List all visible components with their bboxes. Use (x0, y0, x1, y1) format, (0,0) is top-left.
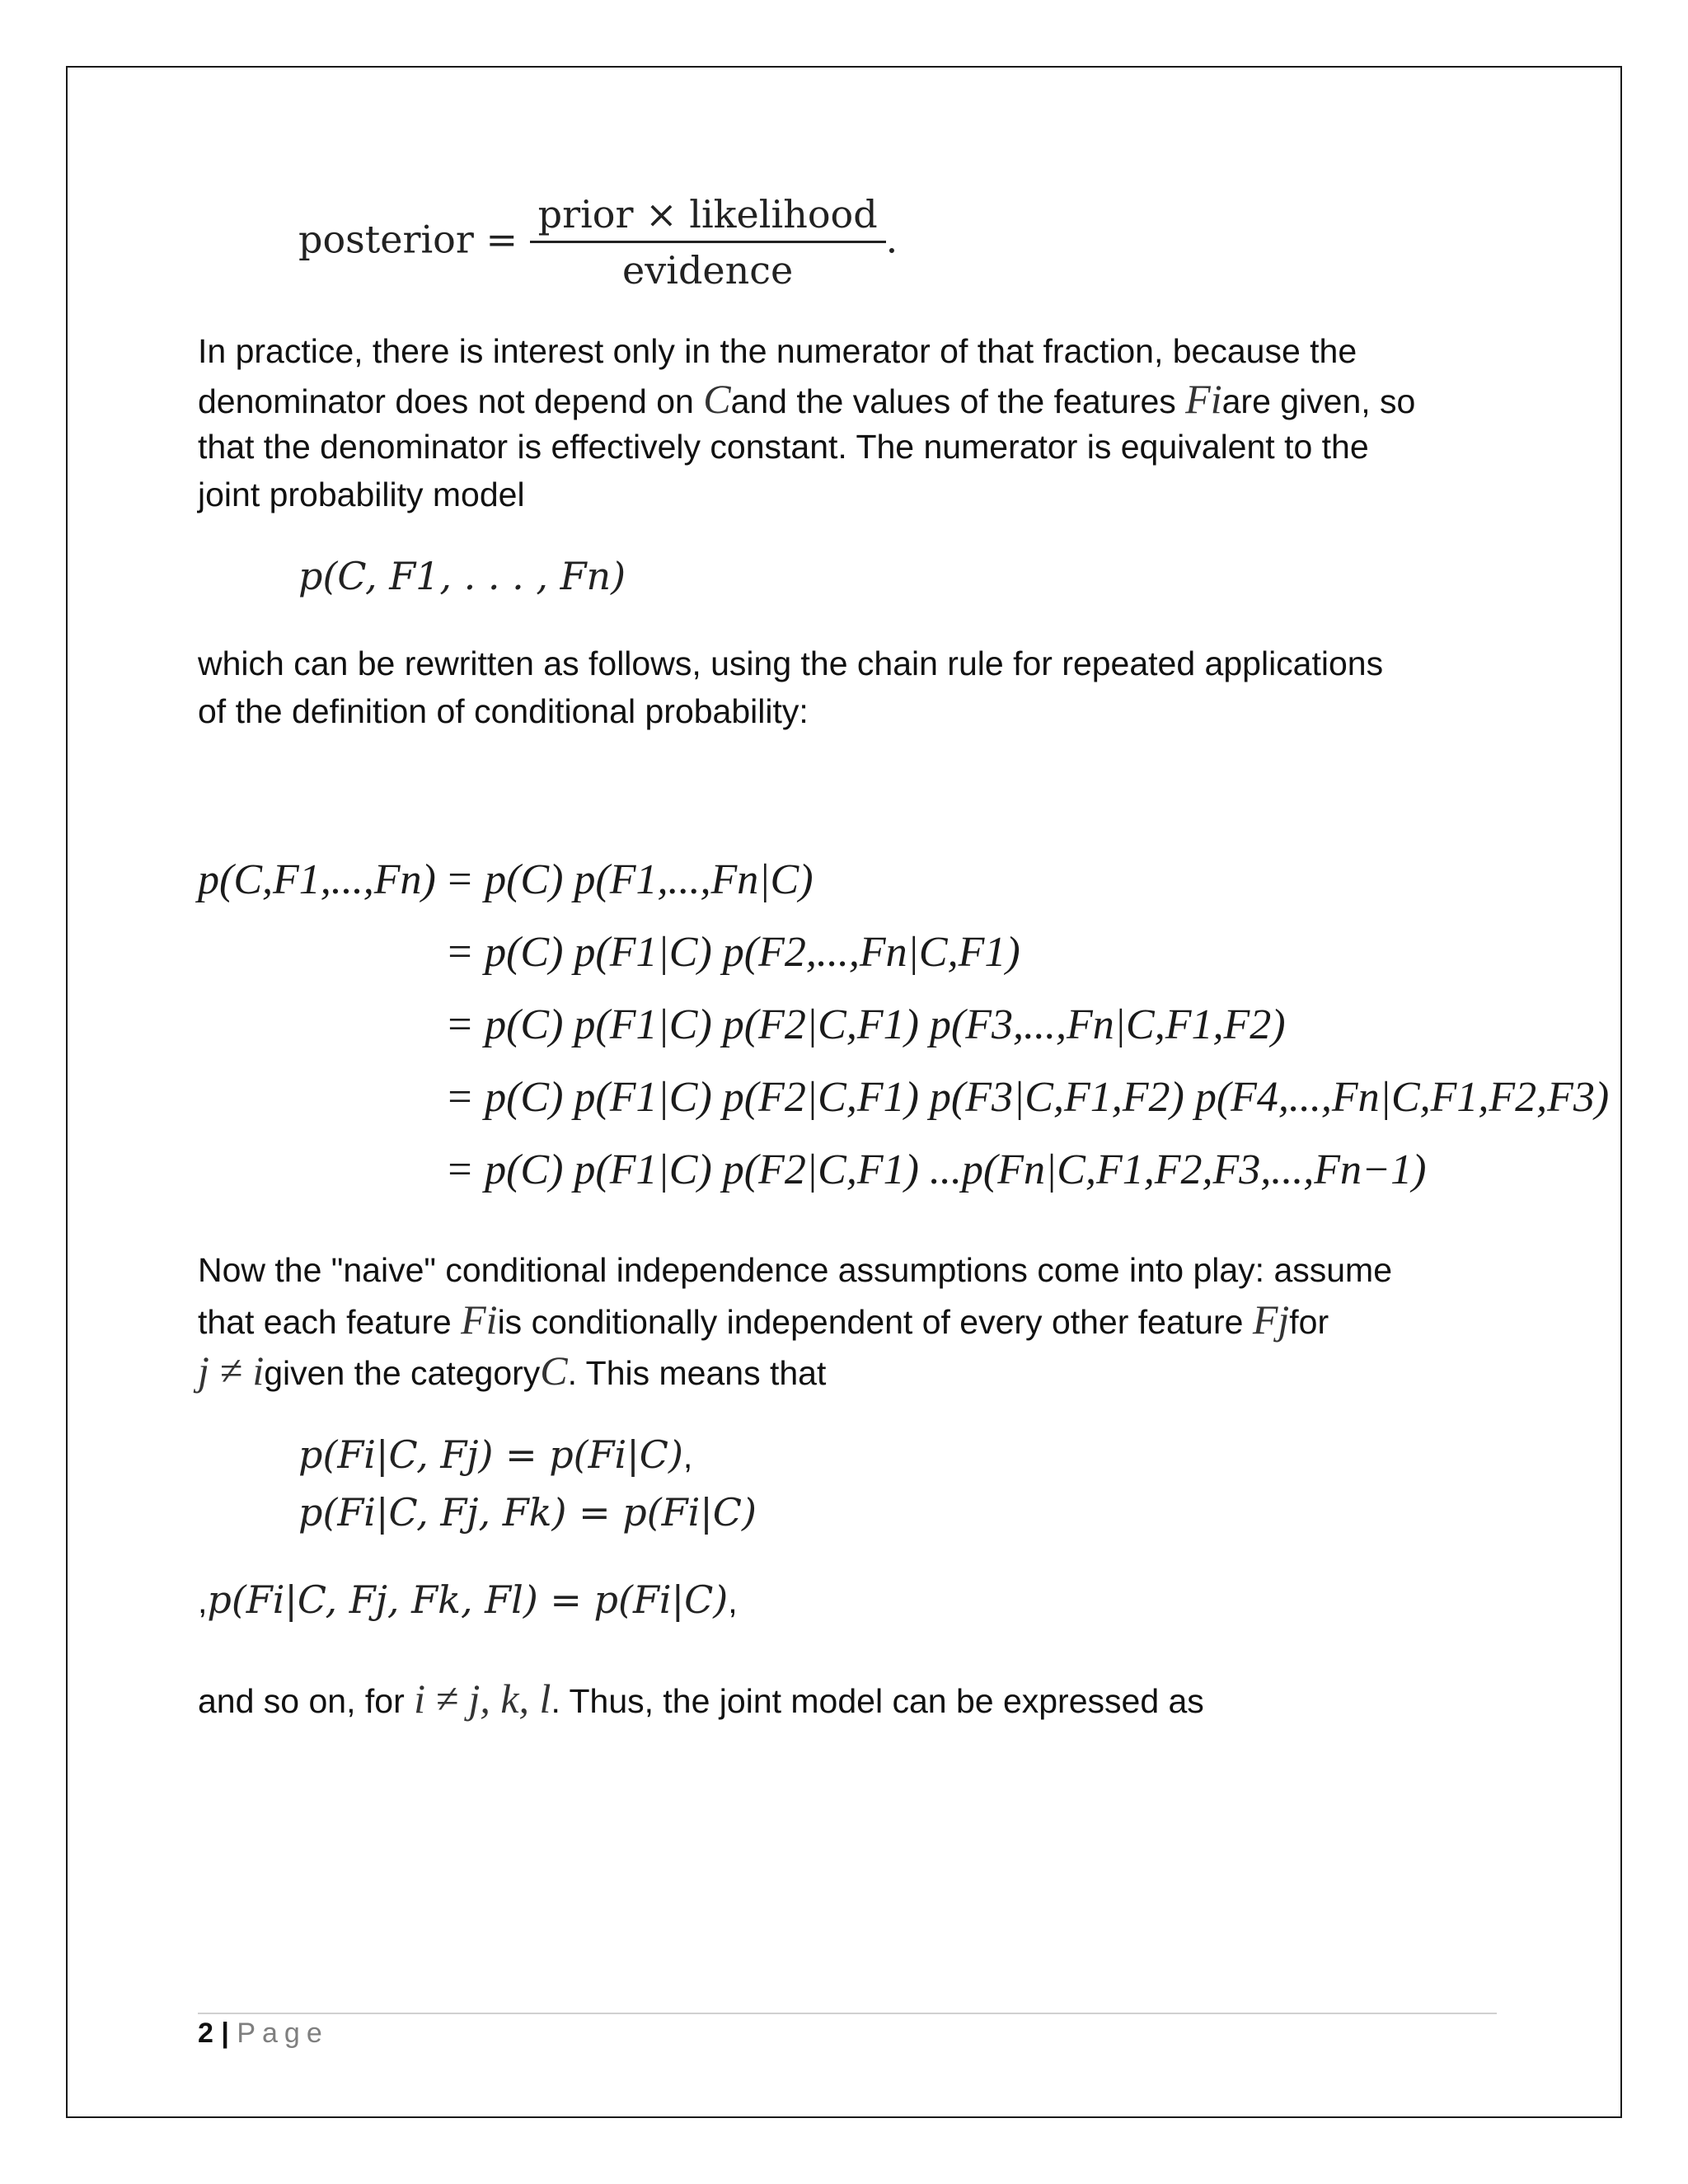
math-i-neq-jkl: i ≠ j, k, l (414, 1675, 551, 1722)
paragraph-1-line-3: that the denominator is effectively constant. The numerator is equivalent to the (198, 428, 1369, 466)
paragraph-2-line-2: of the definition of conditional probability: (198, 692, 809, 730)
text-span: is conditionally independent of every other feature (497, 1303, 1253, 1341)
bayes-lhs: posterior = (298, 217, 518, 262)
math-j-neq-i: j ≠ i (198, 1347, 265, 1394)
page-number: 2 (198, 2018, 213, 2049)
comma: , (682, 1437, 693, 1475)
footer-separator: | (221, 2018, 229, 2049)
page-label: Page (237, 2018, 329, 2049)
chain-line-2: = p(C) p(F1|C) p(F2,...,Fn|C,F1) (445, 929, 1020, 976)
chain-line-1: = p(C) p(F1,...,Fn|C) (445, 856, 814, 903)
equation: p(Fi|C, Fj, Fk, Fl) = p(Fi|C) (207, 1577, 729, 1622)
chain-lhs: p(C,F1,...,Fn) (198, 856, 436, 903)
text-span: . This means that (567, 1354, 827, 1392)
bayes-formula (298, 188, 898, 298)
equation: p(Fi|C, Fj) = p(Fi|C) (298, 1432, 683, 1477)
math-c: C (540, 1347, 568, 1394)
paragraph-3-line-3 (198, 1347, 826, 1397)
text-span: denominator does not depend on (198, 382, 704, 420)
footer-divider (198, 2013, 1497, 2014)
text-span: and so on, for (198, 1682, 415, 1720)
math-fi: Fi (461, 1296, 498, 1343)
paragraph-1-line-2 (198, 375, 1415, 425)
joint-formula: p(C, F1, . . . , Fn) (298, 554, 626, 598)
paragraph-4 (198, 1675, 1204, 1725)
paragraph-3-line-2 (198, 1296, 1329, 1346)
text-span: and the values of the features (730, 382, 1186, 420)
independence-eq-2: p(Fi|C, Fj, Fk) = p(Fi|C) (298, 1490, 757, 1535)
paragraph-2-line-1: which can be rewritten as follows, using the chain rule for repeated applications (198, 644, 1384, 682)
chain-line-5: = p(C) p(F1|C) p(F2|C,F1) ...p(Fn|C,F1,F2,F3,...,Fn−1) (445, 1146, 1427, 1193)
text-span: for (1289, 1303, 1329, 1341)
page-footer (198, 2018, 329, 2050)
paragraph-1-line-4: joint probability model (198, 476, 525, 513)
independence-eq-3 (198, 1577, 738, 1625)
math-fi: Fi (1185, 376, 1222, 422)
math-fj: Fj (1252, 1296, 1290, 1343)
text-span: that each feature (198, 1303, 462, 1341)
text-span: given the category (264, 1354, 541, 1392)
text-span: . Thus, the joint model can be expressed as (551, 1682, 1204, 1720)
independence-eq-1 (298, 1432, 692, 1480)
bayes-period: . (885, 217, 898, 262)
paragraph-3-line-1: Now the "naive" conditional independence assumptions come into play: assume (198, 1251, 1393, 1289)
bayes-fraction (530, 188, 886, 298)
chain-line-3: = p(C) p(F1|C) p(F2|C,F1) p(F3,...,Fn|C,F1,F2) (445, 1001, 1286, 1048)
comma: , (728, 1582, 738, 1620)
comma: , (198, 1582, 208, 1620)
paragraph-1-line-1: In practice, there is interest only in the numerator of that fraction, because the (198, 332, 1357, 370)
bayes-denominator: evidence (622, 248, 794, 293)
bayes-numerator: prior × likelihood (530, 188, 886, 243)
math-c: C (703, 376, 731, 422)
chain-line-4: = p(C) p(F1|C) p(F2|C,F1) p(F3|C,F1,F2) p(F4,...,Fn|C,F1,F2,F3) (445, 1074, 1610, 1121)
text-span: are given, so (1221, 382, 1416, 420)
